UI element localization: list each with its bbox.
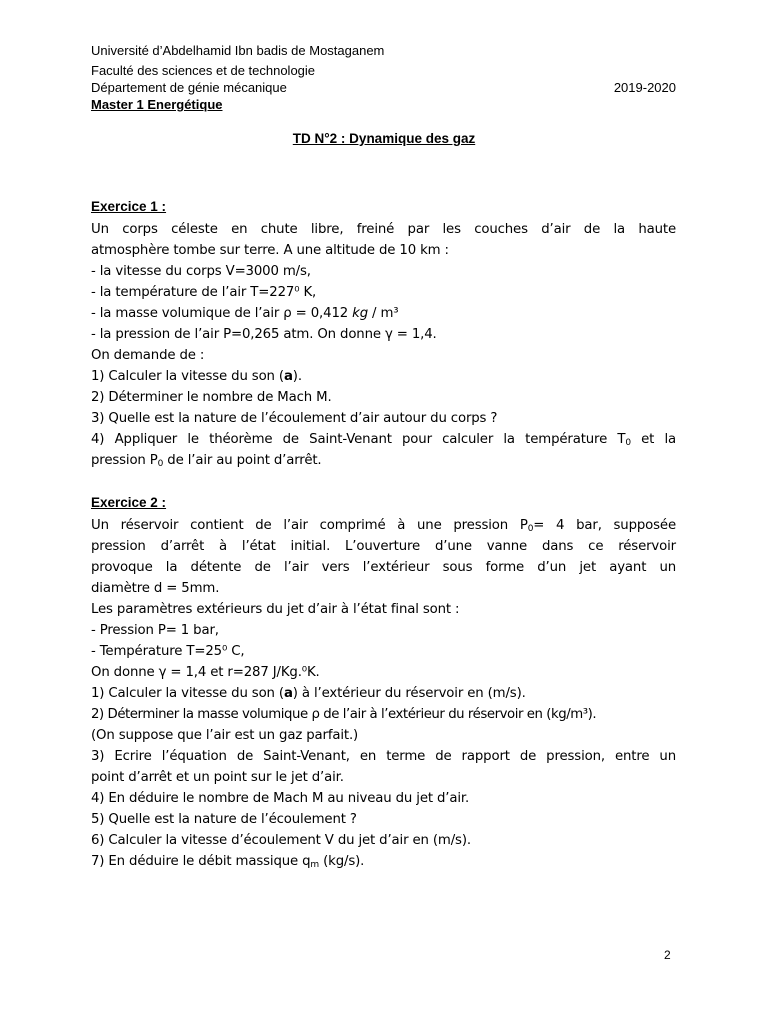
header-department-row [91,80,676,96]
ex1-line-7: On demande de : [91,348,205,363]
ex1-q4-b: et la [630,432,676,447]
ex2-q1-c: ) à l’extérieur du réservoir en (m/s). [292,686,526,701]
ex2-question-4: 4) En déduire le nombre de Mach M au niveau du jet d’air. [91,791,470,806]
ex1-question-4-cont [91,450,676,471]
header-university: Université d’Abdelhamid Ibn badis de Mostaganem [91,43,385,58]
ex2-question-3-cont: point d’arrêt et un point sur le jet d’air. [91,770,344,785]
ex1-q1-c: ). [292,369,302,384]
ex2-question-3: 3) Ecrire l’équation de Saint-Venant, en terme de rapport de pression, entre un [91,749,676,764]
exercise-2-body [91,515,676,872]
ex1-q4c-sub: 0 [157,459,164,469]
exercise-1-title: Exercice 1 : [91,199,167,214]
ex1-line-1: Un corps céleste en chute libre, freiné par les couches d’air de la haute [91,222,676,237]
ex2-question-1 [91,683,676,704]
ex2-line-2: pression d’arrêt à l’état initial. L’ouverture d’une vanne dans ce réservoir [91,539,676,554]
ex2-line-6: - Pression P= 1 bar, [91,623,219,638]
header-program: Master 1 Energétique [91,97,223,112]
ex2-q7-a: 7) En déduire le débit massique q [91,854,311,869]
ex1-line-5-a: - la masse volumique de l’air ρ = 0,412 [91,306,353,321]
exercise-1-body [91,219,676,471]
exercise-2-title: Exercice 2 : [91,495,167,510]
ex2-question-2-note: (On suppose que l’air est un gaz parfait.) [91,728,359,743]
ex2-question-2: 2) Déterminer la masse volumique ρ de l’air à l’extérieur du réservoir en (kg/m³). [91,707,597,722]
ex2-l1-a: Un réservoir contient de l’air comprimé à une pression P [91,518,528,533]
page-title: TD N°2 : Dynamique des gaz [292,131,476,146]
header-year: 2019-2020 [613,80,676,95]
ex2-line-1 [91,515,676,536]
ex2-question-6: 6) Calculer la vitesse d’écoulement V du jet d’air en (m/s). [91,833,471,848]
ex2-line-5: Les paramètres extérieurs du jet d’air à l’état final sont : [91,602,460,617]
ex2-q1-b: a [283,686,293,701]
ex2-question-7 [91,851,676,872]
ex2-question-5: 5) Quelle est la nature de l’écoulement ? [91,812,357,827]
ex2-line-3: provoque la détente de l’air vers l’extérieur sous forme d’un jet ayant un [91,560,676,575]
ex1-q4c-a: pression P [91,453,158,468]
page-number: 2 [664,948,671,962]
ex1-line-2: atmosphère tombe sur terre. A une altitude de 10 km : [91,243,449,258]
ex2-line-7: - Température T=25⁰ C, [91,644,245,659]
ex2-l1-sub: 0 [527,524,534,534]
ex1-question-2: 2) Déterminer le nombre de Mach M. [91,390,332,405]
ex2-line-8: On donne γ = 1,4 et r=287 J/Kg.⁰K. [91,665,320,680]
ex2-line-4: diamètre d = 5mm. [91,581,220,596]
ex2-q7-sub: m [310,860,320,870]
ex1-line-6: - la pression de l’air P=0,265 atm. On donne γ = 1,4. [91,327,437,342]
ex2-q7-b: (kg/s). [319,854,365,869]
ex1-line-5 [91,303,676,324]
ex1-q4-a: 4) Appliquer le théorème de Saint-Venant pour calculer la température T [91,432,626,447]
header-department: Département de génie mécanique [91,80,287,95]
ex1-line-5-c: / m³ [367,306,399,321]
ex2-l1-b: = 4 bar, supposée [533,518,676,533]
ex1-q4c-b: de l’air au point d’arrêt. [163,453,322,468]
ex1-line-4: - la température de l’air T=227⁰ K, [91,285,317,300]
header-faculty: Faculté des sciences et de technologie [91,63,316,78]
ex1-question-3: 3) Quelle est la nature de l’écoulement d’air autour du corps ? [91,411,498,426]
ex1-question-4 [91,429,676,450]
ex1-q1-a: 1) Calculer la vitesse du son ( [91,369,284,384]
ex1-question-1 [91,366,676,387]
ex1-q4-sub: 0 [625,438,631,448]
ex1-line-5-unit: kg [352,306,368,321]
ex1-line-3: - la vitesse du corps V=3000 m/s, [91,264,311,279]
ex2-q1-a: 1) Calculer la vitesse du son ( [91,686,284,701]
ex1-q1-b: a [283,369,293,384]
